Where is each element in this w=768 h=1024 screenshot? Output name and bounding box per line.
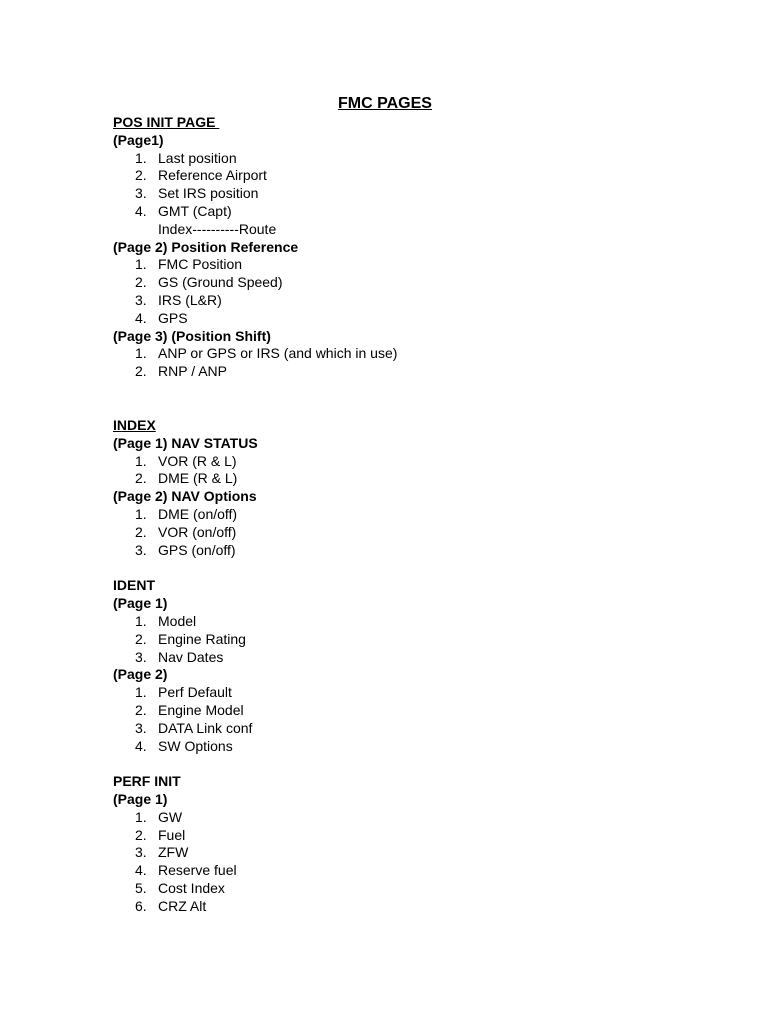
list-item: 2. Reference Airport [135,167,267,184]
list-item: 3. Set IRS position [135,185,259,202]
section-perf-init [113,773,673,915]
section-heading-index: INDEX [113,416,156,433]
list-item: 3. GPS (on/off) [135,541,236,558]
spacer [113,559,673,577]
section-heading-ident: IDENT [113,577,155,594]
list-item: 2. Engine Rating [135,630,246,647]
page-heading-ident-page2: (Page 2) [113,666,168,683]
spacer [113,381,673,417]
list-item: 5. Cost Index [135,880,225,897]
list-item: 1. GW [135,808,183,825]
page-heading-index-page1: (Page 1) NAV STATUS [113,434,258,451]
section-index [113,417,673,559]
list-item: 6. CRZ Alt [135,897,207,914]
list-item: 4. SW Options [135,737,233,754]
list-item: 2. RNP / ANP [135,363,227,380]
list-item: 4. GMT (Capt) [135,202,232,219]
page-title: FMC PAGES [338,95,432,112]
list-item: 2. Engine Model [135,701,244,718]
list-item: 4. Reserve fuel [135,862,237,879]
page-heading-perf-init-page1: (Page 1) [113,791,168,808]
list-item: 2. DME (R & L) [135,470,238,487]
section-pos-init [113,114,673,381]
list-item: 1. Perf Default [135,684,232,701]
list-item: 1. Last position [135,149,237,166]
page-heading-pos-init-page3: (Page 3) (Position Shift) [113,327,271,344]
list-item: 3. IRS (L&R) [135,291,222,308]
list-item: 2. VOR (on/off) [135,523,237,540]
list-item: 3. Nav Dates [135,648,224,665]
document-body [113,94,673,916]
page-heading-pos-init-page2: (Page 2) Position Reference [113,238,299,255]
section-heading-perf-init: PERF INIT [113,773,181,790]
list-item: 4. GPS [135,309,188,326]
page-heading-ident-page1: (Page 1) [113,595,168,612]
list-item: 1. Model [135,612,197,629]
section-heading-pos-init: POS INIT PAGE [113,114,220,130]
page-heading-index-page2: (Page 2) NAV Options [113,488,257,505]
page-heading-pos-init-page1: (Page1) [113,131,164,148]
list-item-continuation: Index----------Route [158,220,277,237]
list-item: 3. DATA Link conf [135,719,253,736]
list-item: 1. FMC Position [135,256,243,273]
spacer [113,755,673,773]
list-item: 1. DME (on/off) [135,505,238,522]
list-item: 1. ANP or GPS or IRS (and which in use) [135,345,398,362]
list-item: 3. ZFW [135,844,189,861]
list-item: 1. VOR (R & L) [135,452,237,469]
list-item: 2. Fuel [135,826,186,843]
section-ident [113,577,673,755]
list-item: 2. GS (Ground Speed) [135,274,283,291]
